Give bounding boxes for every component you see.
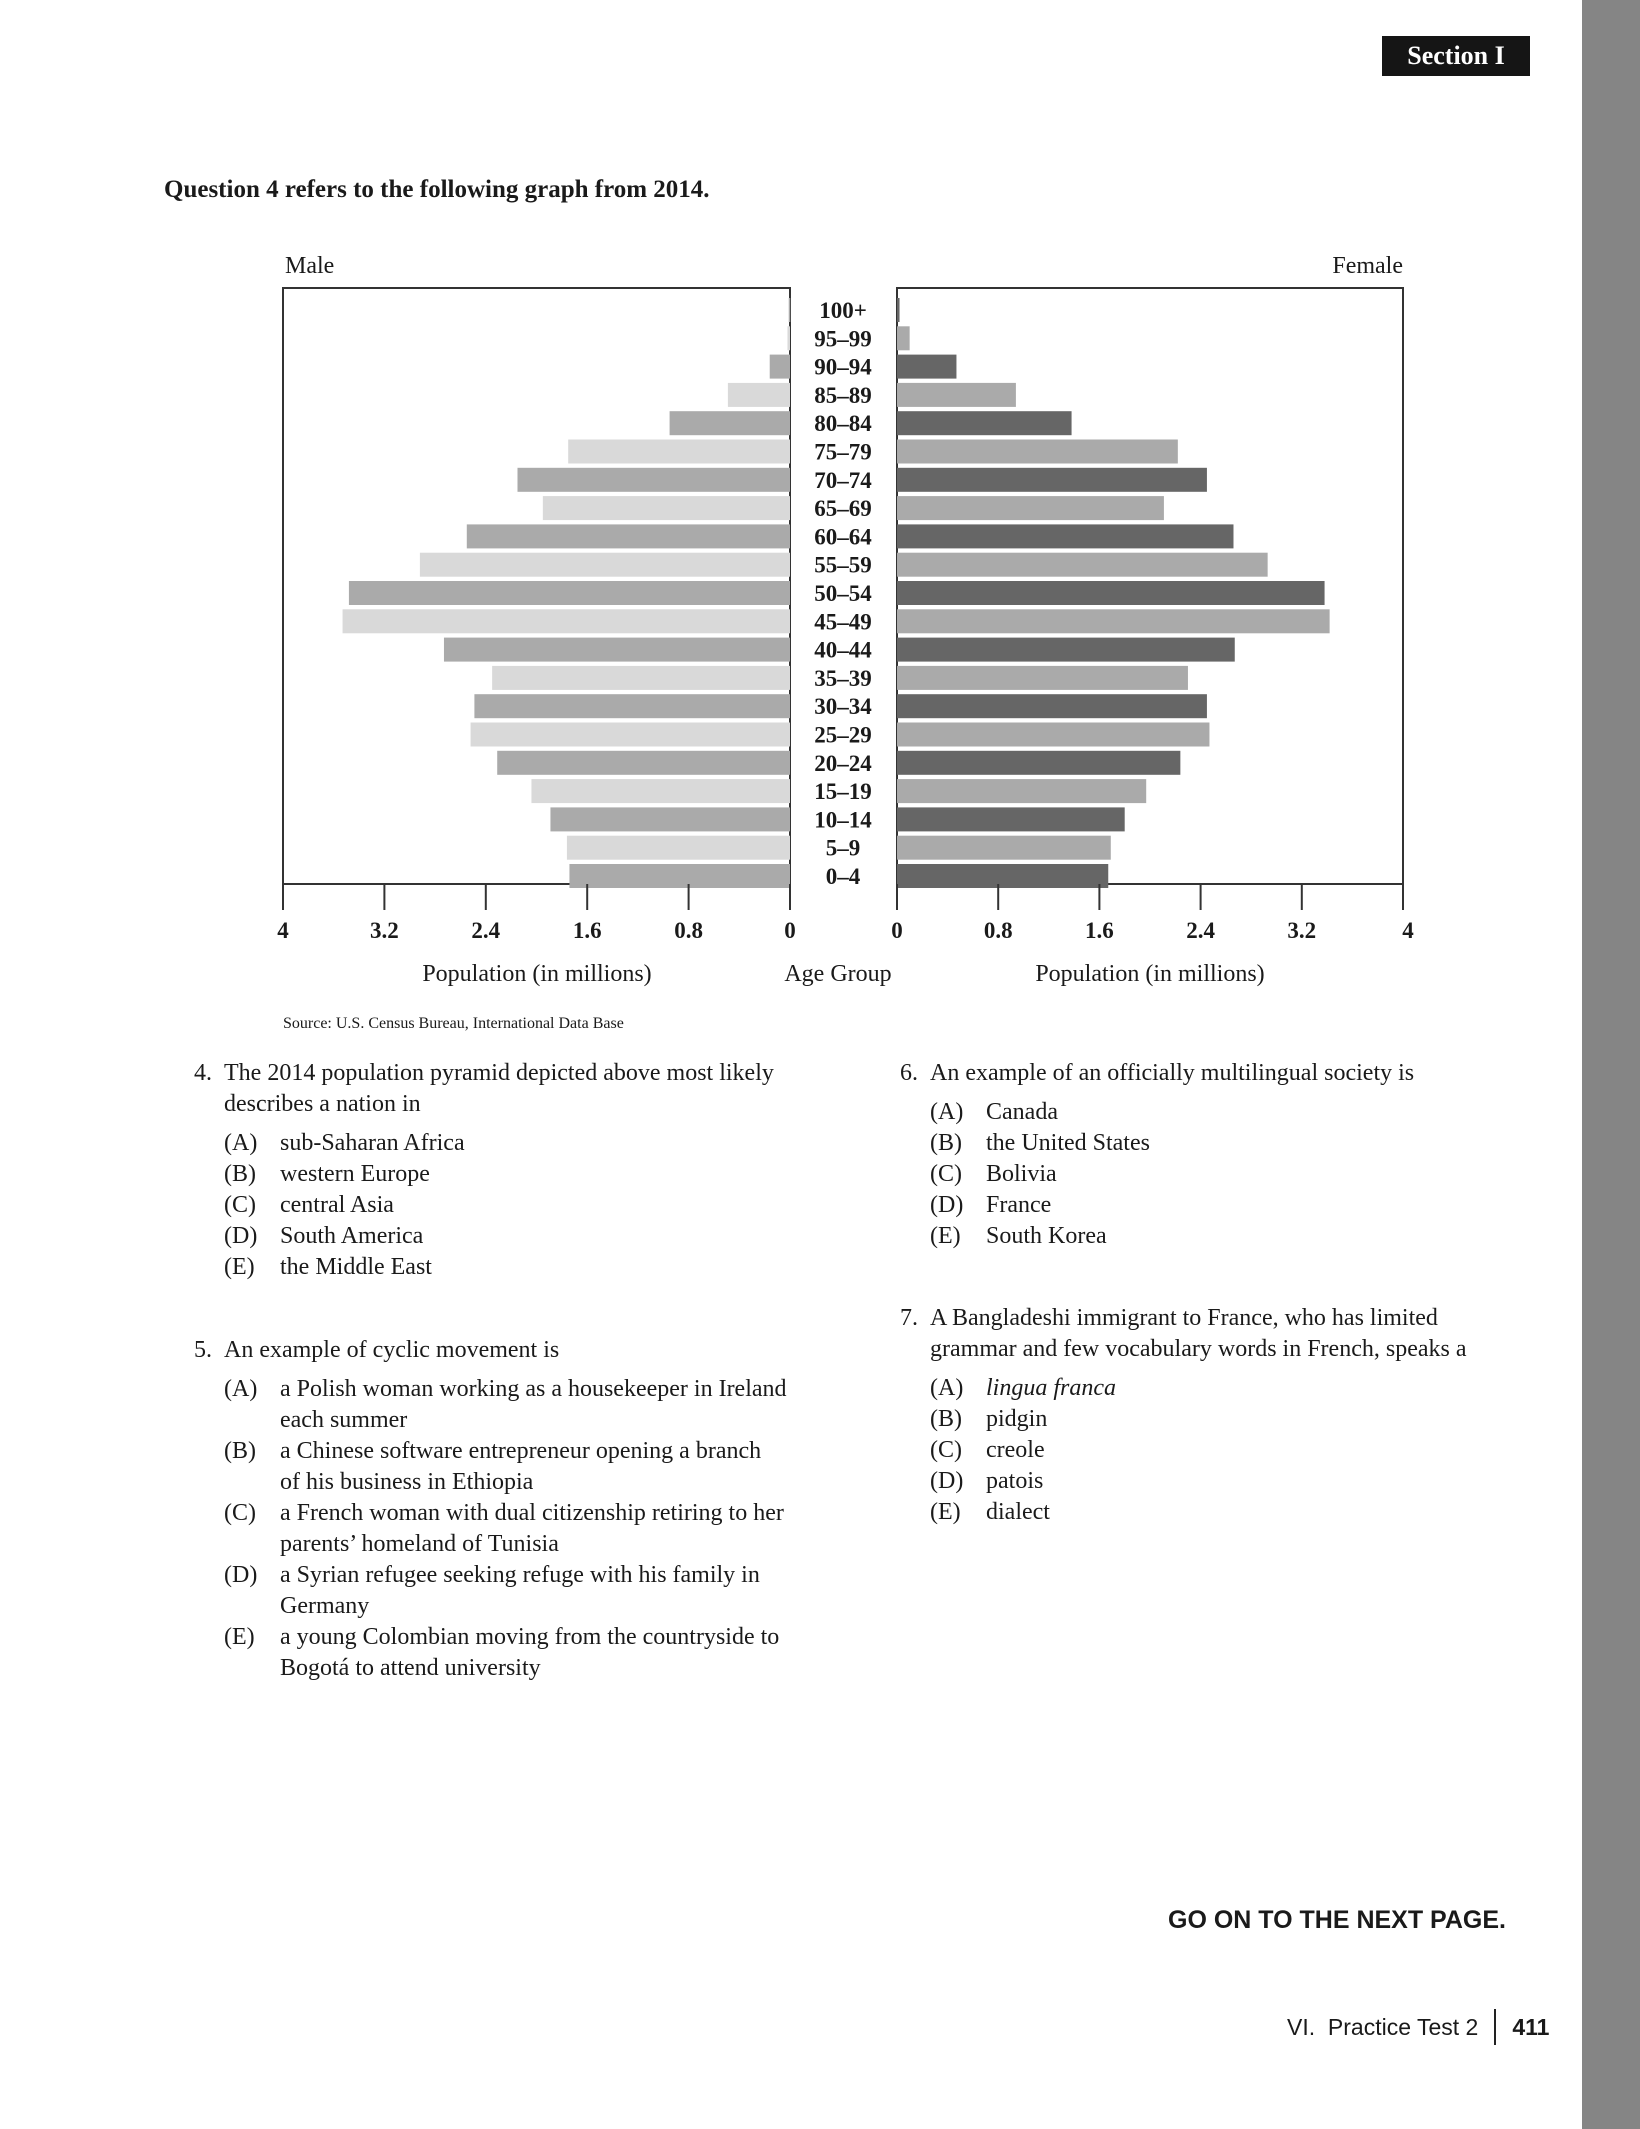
question-stem-line: grammar and few vocabulary words in French, speaks a xyxy=(930,1336,1467,1362)
question-intro: Question 4 refers to the following graph from 2014. xyxy=(164,176,710,203)
age-label: 55–59 xyxy=(814,552,872,578)
female-bar-90–94 xyxy=(897,355,956,379)
option-letter: (A) xyxy=(930,1099,964,1125)
age-label: 20–24 xyxy=(814,750,872,776)
option-letter: (D) xyxy=(930,1192,964,1218)
option-text: a Chinese software entrepreneur opening a branch xyxy=(280,1438,762,1464)
option-letter: (C) xyxy=(224,1500,256,1526)
female-bar-35–39 xyxy=(897,666,1188,690)
option-text: Germany xyxy=(280,1593,370,1619)
age-label: 65–69 xyxy=(814,496,872,522)
age-label: 30–34 xyxy=(814,694,872,720)
option-text: pidgin xyxy=(986,1406,1048,1432)
female-tick-label: 0 xyxy=(891,918,903,943)
female-axis-ticks xyxy=(891,884,1414,943)
population-pyramid-svg xyxy=(0,0,1640,1050)
option-letter: (D) xyxy=(224,1562,258,1588)
age-label: 70–74 xyxy=(814,467,872,493)
option-text: South America xyxy=(280,1223,424,1249)
age-label: 50–54 xyxy=(814,581,872,606)
answer-option[interactable] xyxy=(930,1466,1560,1497)
option-text: a French woman with dual citizenship retiring to her xyxy=(280,1500,784,1526)
age-group-labels xyxy=(814,298,872,889)
male-tick-label: 3.2 xyxy=(370,918,399,943)
go-on-notice: GO ON TO THE NEXT PAGE. xyxy=(1168,1906,1507,1934)
answer-options xyxy=(194,1374,874,1684)
option-text: central Asia xyxy=(280,1192,394,1218)
answer-options xyxy=(900,1097,1560,1252)
option-text: a Syrian refugee seeking refuge with his family in xyxy=(280,1562,760,1588)
question-stem-line: The 2014 population pyramid depicted above most likely xyxy=(224,1060,774,1086)
option-text: parents’ homeland of Tunisia xyxy=(280,1531,559,1557)
page-footer xyxy=(1287,2010,1549,2044)
book-section-label: VI. Practice Test 2 xyxy=(1287,2013,1479,2040)
option-text: the Middle East xyxy=(280,1254,432,1280)
option-letter: (B) xyxy=(930,1406,962,1432)
age-label: 95–99 xyxy=(814,326,872,352)
question-stem-line: An example of cyclic movement is xyxy=(224,1337,560,1363)
option-letter: (E) xyxy=(224,1254,255,1280)
population-pyramid-chart xyxy=(0,0,1640,1050)
option-text: of his business in Ethiopia xyxy=(280,1469,534,1495)
female-bar-60–64 xyxy=(897,524,1233,548)
age-label: 45–49 xyxy=(814,609,872,635)
option-letter: (B) xyxy=(224,1161,256,1187)
male-tick-label: 4 xyxy=(277,918,289,943)
option-text: lingua franca xyxy=(986,1375,1116,1401)
question-stem-line: describes a nation in xyxy=(224,1091,421,1117)
male-bar-95–99 xyxy=(787,326,790,350)
option-letter: (C) xyxy=(930,1437,962,1463)
female-bar-45–49 xyxy=(897,609,1330,633)
option-text: sub-Saharan Africa xyxy=(280,1130,465,1156)
female-tick-label: 0.8 xyxy=(983,918,1013,943)
question-6 xyxy=(900,1058,1560,1252)
option-text: a Polish woman working as a housekeeper in Ireland xyxy=(280,1376,787,1402)
male-tick-label: 0.8 xyxy=(674,918,703,943)
question-number: 5. xyxy=(194,1337,212,1363)
age-group-axis-label: Age Group xyxy=(784,961,892,987)
female-bar-70–74 xyxy=(897,468,1207,492)
question-5 xyxy=(194,1335,874,1684)
option-letter: (E) xyxy=(930,1223,961,1249)
male-bar-90–94 xyxy=(770,355,790,379)
question-stem xyxy=(900,1303,1560,1365)
option-text: patois xyxy=(986,1468,1044,1494)
male-bar-100+ xyxy=(789,298,791,322)
male-bar-50–54 xyxy=(349,581,790,605)
answer-option[interactable] xyxy=(224,1622,874,1684)
question-number: 6. xyxy=(900,1060,918,1086)
chart-source: Source: U.S. Census Bureau, International Data Base xyxy=(283,1015,624,1032)
male-axis-ticks xyxy=(277,884,796,943)
male-bar-20–24 xyxy=(497,751,790,775)
female-bar-20–24 xyxy=(897,751,1180,775)
female-bar-95–99 xyxy=(897,326,910,350)
male-bar-5–9 xyxy=(567,836,790,860)
male-bar-35–39 xyxy=(492,666,790,690)
answer-option[interactable] xyxy=(930,1221,1560,1252)
age-label: 90–94 xyxy=(814,354,872,380)
age-label: 35–39 xyxy=(814,665,872,691)
age-label: 85–89 xyxy=(814,382,872,408)
question-4 xyxy=(194,1058,844,1283)
female-title: Female xyxy=(1332,253,1403,279)
option-letter: (D) xyxy=(930,1468,964,1494)
question-stem-line: An example of an officially multilingual society is xyxy=(930,1060,1415,1086)
age-label: 75–79 xyxy=(814,439,872,465)
age-label: 80–84 xyxy=(814,411,872,437)
female-x-axis-label: Population (in millions) xyxy=(1035,961,1265,987)
male-bar-15–19 xyxy=(531,779,790,803)
female-bar-55–59 xyxy=(897,553,1268,577)
male-tick-label: 1.6 xyxy=(572,918,602,943)
male-bar-55–59 xyxy=(420,553,790,577)
answer-option[interactable] xyxy=(224,1374,874,1436)
question-number: 7. xyxy=(900,1305,918,1331)
option-letter: (E) xyxy=(224,1624,255,1650)
age-label: 5–9 xyxy=(825,835,861,861)
answer-options xyxy=(900,1373,1560,1528)
female-tick-label: 3.2 xyxy=(1287,918,1317,943)
option-letter: (D) xyxy=(224,1223,258,1249)
male-title: Male xyxy=(285,253,335,279)
answer-option[interactable] xyxy=(930,1097,1560,1128)
option-text: creole xyxy=(986,1437,1045,1463)
answer-option[interactable] xyxy=(224,1498,874,1560)
question-stem xyxy=(194,1335,874,1366)
female-bar-75–79 xyxy=(897,440,1178,464)
question-stem xyxy=(194,1058,844,1120)
female-tick-label: 1.6 xyxy=(1085,918,1114,943)
answer-option[interactable] xyxy=(930,1435,1560,1466)
section-label: Section I xyxy=(1382,36,1530,76)
male-bar-10–14 xyxy=(550,807,790,831)
male-bar-60–64 xyxy=(467,524,790,548)
answer-option[interactable] xyxy=(224,1128,844,1159)
answer-option[interactable] xyxy=(224,1252,844,1283)
female-bar-85–89 xyxy=(897,383,1016,407)
option-text: each summer xyxy=(280,1407,408,1433)
female-bar-30–34 xyxy=(897,694,1207,718)
male-tick-label: 0 xyxy=(784,918,796,943)
female-bar-25–29 xyxy=(897,723,1209,747)
option-text: South Korea xyxy=(986,1223,1107,1249)
male-bar-75–79 xyxy=(568,440,790,464)
question-7 xyxy=(900,1303,1560,1528)
age-label: 0–4 xyxy=(825,864,861,889)
age-label: 100+ xyxy=(819,298,867,323)
answer-option[interactable] xyxy=(930,1404,1560,1435)
male-bar-45–49 xyxy=(343,609,790,633)
answer-option[interactable] xyxy=(930,1159,1560,1190)
age-label: 10–14 xyxy=(814,807,872,833)
male-bar-65–69 xyxy=(543,496,790,520)
option-text: a young Colombian moving from the countryside to xyxy=(280,1624,780,1650)
male-tick-label: 2.4 xyxy=(471,918,501,943)
age-label: 40–44 xyxy=(814,637,872,663)
female-bar-5–9 xyxy=(897,836,1111,860)
female-bar-15–19 xyxy=(897,779,1146,803)
male-bar-80–84 xyxy=(670,411,790,435)
female-bar-10–14 xyxy=(897,807,1125,831)
female-bar-100+ xyxy=(897,298,900,322)
female-bar-0–4 xyxy=(897,864,1108,888)
option-letter: (E) xyxy=(930,1499,961,1525)
question-stem xyxy=(900,1058,1560,1089)
male-bar-25–29 xyxy=(471,723,790,747)
option-text: Canada xyxy=(986,1099,1058,1125)
option-text: France xyxy=(986,1192,1052,1218)
footer-divider xyxy=(1494,2009,1496,2045)
male-bar-70–74 xyxy=(517,468,790,492)
answer-option[interactable] xyxy=(224,1190,844,1221)
option-letter: (B) xyxy=(224,1438,256,1464)
male-bars xyxy=(343,298,791,888)
answer-option[interactable] xyxy=(224,1560,874,1622)
option-letter: (A) xyxy=(224,1376,258,1402)
answer-option[interactable] xyxy=(930,1373,1560,1404)
option-letter: (C) xyxy=(224,1192,256,1218)
question-stem-line: A Bangladeshi immigrant to France, who has limited xyxy=(930,1305,1438,1331)
question-number: 4. xyxy=(194,1060,212,1086)
male-bar-85–89 xyxy=(728,383,790,407)
option-text: dialect xyxy=(986,1499,1050,1525)
female-tick-label: 4 xyxy=(1402,918,1414,943)
male-x-axis-label: Population (in millions) xyxy=(422,961,652,987)
option-letter: (A) xyxy=(930,1375,964,1401)
answer-options xyxy=(194,1128,844,1283)
age-label: 60–64 xyxy=(814,524,872,550)
option-letter: (A) xyxy=(224,1130,258,1156)
male-bar-30–34 xyxy=(474,694,790,718)
male-bar-0–4 xyxy=(569,864,790,888)
option-text: the United States xyxy=(986,1130,1150,1156)
option-letter: (B) xyxy=(930,1130,962,1156)
page-number: 411 xyxy=(1512,2013,1550,2040)
female-bar-65–69 xyxy=(897,496,1164,520)
female-tick-label: 2.4 xyxy=(1186,918,1215,943)
option-text: western Europe xyxy=(280,1161,430,1187)
female-bars xyxy=(897,298,1330,888)
female-bar-50–54 xyxy=(897,581,1325,605)
answer-option[interactable] xyxy=(224,1221,844,1252)
age-label: 25–29 xyxy=(814,722,872,748)
option-letter: (C) xyxy=(930,1161,962,1187)
female-bar-80–84 xyxy=(897,411,1072,435)
answer-option[interactable] xyxy=(930,1190,1560,1221)
option-text: Bogotá to attend university xyxy=(280,1655,541,1681)
answer-option[interactable] xyxy=(224,1159,844,1190)
answer-option[interactable] xyxy=(224,1436,874,1498)
answer-option[interactable] xyxy=(930,1497,1560,1528)
male-bar-40–44 xyxy=(444,638,790,662)
female-bar-40–44 xyxy=(897,638,1235,662)
age-label: 15–19 xyxy=(814,779,872,805)
answer-option[interactable] xyxy=(930,1128,1560,1159)
option-text: Bolivia xyxy=(986,1161,1057,1187)
